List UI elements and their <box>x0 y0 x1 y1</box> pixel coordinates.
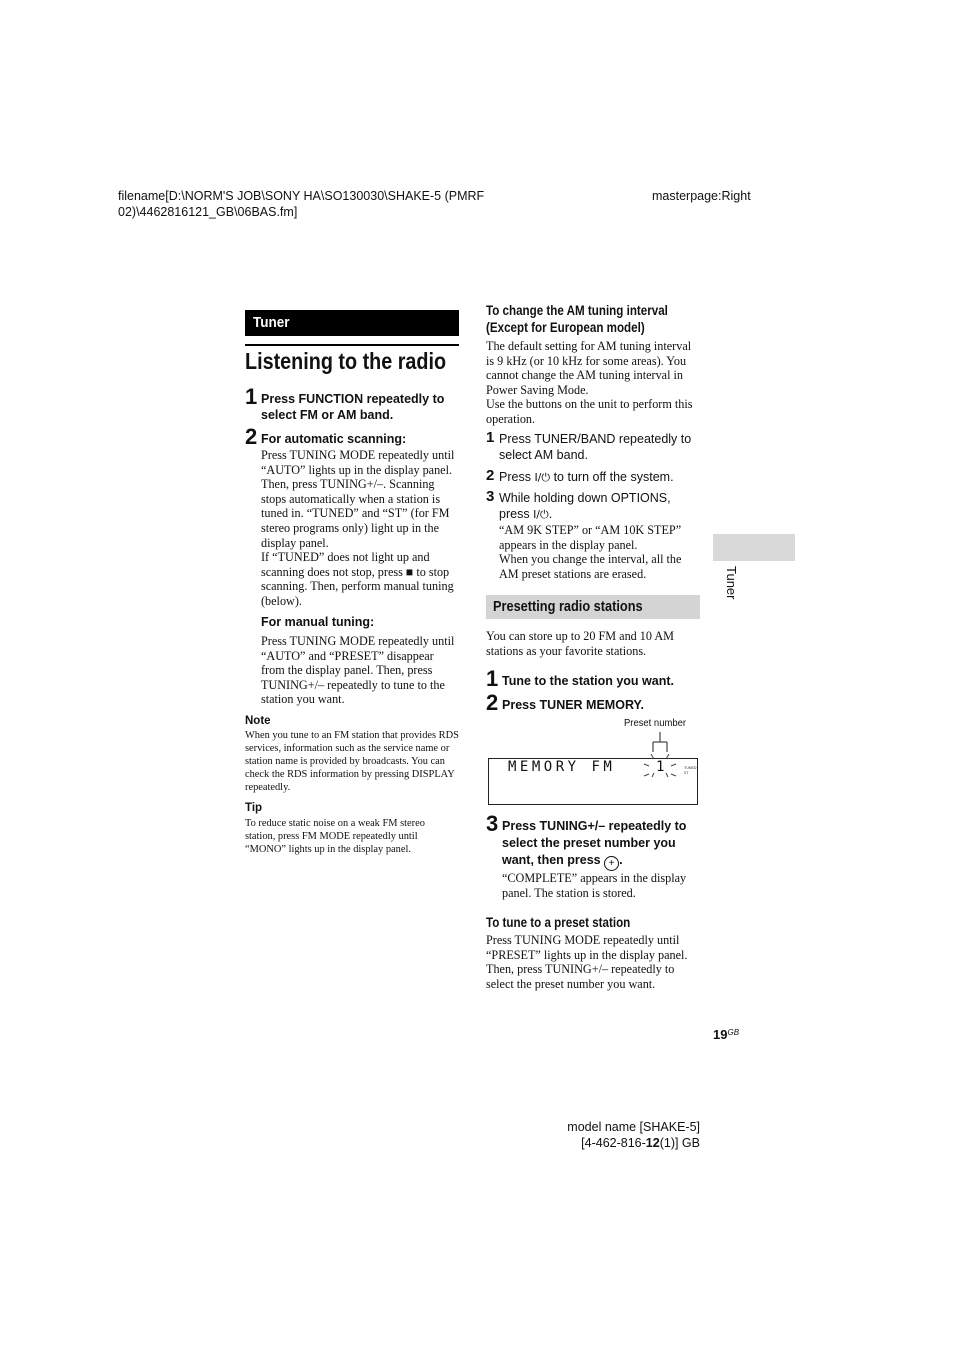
step-1-text: Press FUNCTION repeatedly to select FM or AM band. <box>261 392 445 422</box>
footer-code-prefix: [4-462-816- <box>581 1136 646 1150</box>
section-tab-tuner <box>245 310 459 336</box>
preset-step-1-text: Tune to the station you want. <box>502 674 674 688</box>
am-step-2-text <box>499 469 701 486</box>
am-step-3-result <box>499 523 701 581</box>
auto-scan-paragraph-2 <box>261 550 459 608</box>
am-interval-heading-2: (Except for European model) <box>486 320 645 335</box>
file-header <box>118 188 558 220</box>
am-step-number-2: 2 <box>486 467 495 484</box>
stop-icon: ■ <box>405 564 414 579</box>
preset-step-2-text: Press TUNER MEMORY. <box>502 698 644 712</box>
footer-model <box>560 1119 700 1151</box>
filename-line-2: 02)\4462816121_GB\06BAS.fm] <box>118 205 298 219</box>
display-tuned-indicator: TUNED <box>684 766 697 770</box>
display-segment-text: MEMORY FM <box>508 759 616 775</box>
note-text: When you tune to an FM station that provides RDS services, information such as the service name or station name is provided by broadcasts. You can check the RDS information by pressing DISPLAY repeatedly. <box>245 730 459 793</box>
side-tab-label: Tuner <box>724 566 739 600</box>
am-step-2-text-b: to turn off the system. <box>553 470 674 484</box>
preset-step-number-2: 2 <box>486 690 499 715</box>
step-number-1: 1 <box>245 384 258 409</box>
am-step-3-text-end: . <box>548 507 553 521</box>
preset-section-title: Presetting radio stations <box>493 599 643 615</box>
page-number-value: 19 <box>713 1027 728 1042</box>
footer-model-line: model name [SHAKE-5] <box>567 1120 700 1134</box>
auto-scan-text-b: to stop scanning. Then, perform manual tuning (below). <box>261 564 454 608</box>
manual-tuning-text: Press TUNING MODE repeatedly until “AUTO” and “PRESET” disappear from the display panel. Then, press TUNING+/– repeatedly to tune to the station you want. <box>261 634 455 707</box>
display-stereo-indicator: ST <box>684 771 689 775</box>
footer-code-line <box>560 1135 700 1151</box>
am-interval-heading-1: To change the AM tuning interval <box>486 303 668 318</box>
am-step-1-text: Press TUNER/BAND repeatedly to select AM band. <box>499 432 692 462</box>
preset-intro: You can store up to 20 FM and 10 AM stations as your favorite stations. <box>486 629 675 658</box>
tip-heading: Tip <box>245 802 263 814</box>
side-tab-marker <box>713 534 795 561</box>
am-step-2-text-a: Press <box>499 470 531 484</box>
auto-scan-heading: For automatic scanning: <box>261 432 407 446</box>
preset-step-3-text-main: Press TUNING+/– repeatedly to select the preset number you want, then press <box>502 819 687 867</box>
am-interval-text <box>486 339 700 427</box>
footer-code-bold: 12 <box>645 1136 660 1150</box>
power-icon: I/⏻ <box>534 471 551 484</box>
am-step-number-3: 3 <box>486 488 495 505</box>
am-step-3-result-2: When you change the interval, all the AM preset stations are erased. <box>499 552 682 581</box>
enter-button-icon: + <box>604 856 619 871</box>
section-tab-label: Tuner <box>253 314 290 331</box>
am-step-3-text <box>499 490 701 523</box>
am-interval-paragraph-1: The default setting for AM tuning interval is 9 kHz (or 10 kHz for some areas). You cannot change the AM tuning interval in Power Saving Mode. <box>486 339 692 397</box>
step-number-2: 2 <box>245 424 258 449</box>
title-rule <box>245 344 459 346</box>
masterpage-label: masterpage:Right <box>652 189 751 203</box>
auto-scan-text <box>261 448 459 609</box>
preset-step-number-3: 3 <box>486 811 499 836</box>
preset-section-band <box>486 595 700 619</box>
display-panel-figure <box>486 730 700 808</box>
preset-step-3-result: “COMPLETE” appears in the display panel. The station is stored. <box>502 871 687 900</box>
power-icon: I/⏻ <box>533 508 549 521</box>
tune-preset-text: Press TUNING MODE repeatedly until “PRESET” lights up in the display panel. Then, press TUNING+/– repeatedly to select the preset number you want. <box>486 933 688 991</box>
preset-step-3-text <box>502 818 698 871</box>
preset-step-number-1: 1 <box>486 666 499 691</box>
note-heading: Note <box>245 715 271 727</box>
display-preset-digit: 1 <box>656 759 665 775</box>
tip-text: To reduce static noise on a weak FM stereo station, press FM MODE repeatedly until “MONO” lights up in the display panel. <box>245 818 425 855</box>
page-number <box>713 1025 739 1043</box>
am-step-3-text-a: While holding down OPTIONS, press <box>499 491 671 521</box>
page-number-suffix: GB <box>727 1028 740 1037</box>
footer-code-suffix: (1)] GB <box>659 1136 700 1150</box>
auto-scan-paragraph-1: Press TUNING MODE repeatedly until “AUTO” lights up in the display panel. Then, press TUNING+/–. Scanning stops automatically when a station is tuned in. “TUNED” and “ST” (for FM stereo programs only) light up in the display panel. <box>261 448 455 550</box>
filename-line-1: filename[D:\NORM'S JOB\SONY HA\SO130030\SHAKE-5 (PMRF <box>118 189 485 203</box>
page-title: Listening to the radio <box>245 348 447 374</box>
manual-tuning-heading: For manual tuning: <box>261 615 375 629</box>
am-step-3-result-1: “AM 9K STEP” or “AM 10K STEP” appears in the display panel. <box>499 523 682 552</box>
am-step-number-1: 1 <box>486 429 495 446</box>
auto-scan-text-a: If “TUNED” does not light up and scanning does not stop, press <box>261 550 430 579</box>
am-interval-paragraph-2: Use the buttons on the unit to perform this operation. <box>486 397 693 426</box>
tune-preset-heading: To tune to a preset station <box>486 915 631 930</box>
preset-number-label: Preset number <box>624 717 686 729</box>
preset-step-3-text-end: . <box>619 853 623 867</box>
